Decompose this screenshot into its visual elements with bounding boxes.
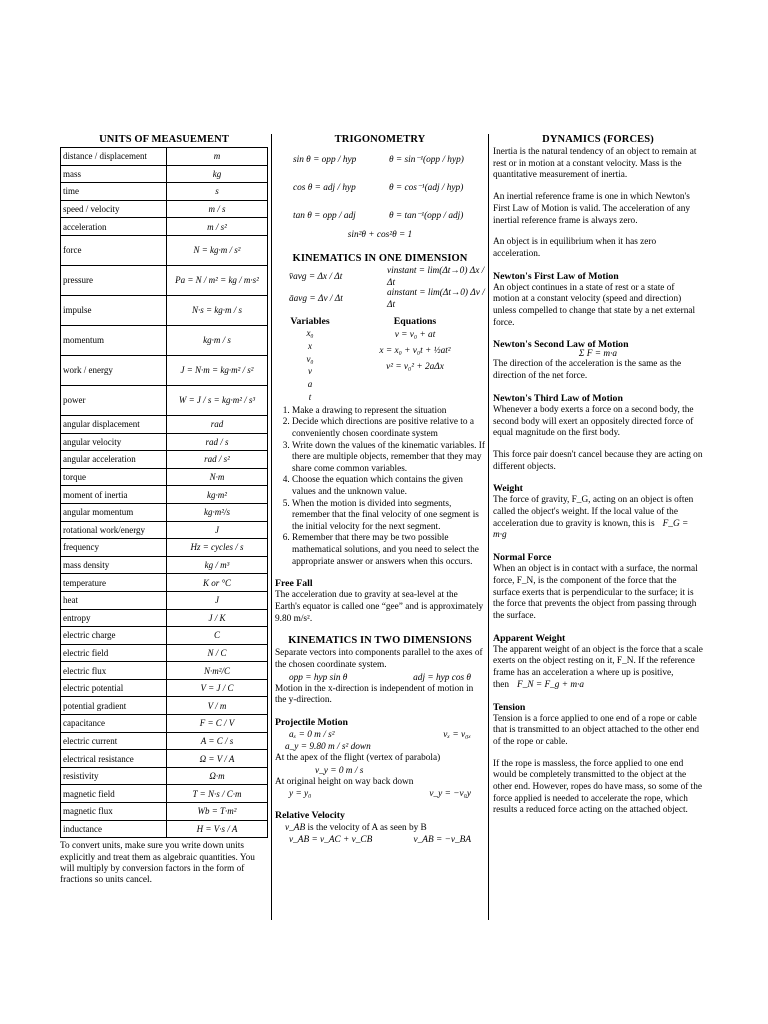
- vars-heading: Variables: [290, 316, 330, 327]
- problem-step: 4. Choose the equation which contains the given values and the unknown value.: [292, 475, 485, 498]
- unit-cell: kg / m³: [167, 556, 268, 574]
- quantity-cell: time: [61, 183, 167, 201]
- component-eqs: [275, 672, 485, 684]
- kin2-text1: Separate vectors into components parallel to the axes of the chosen coordinate system.: [275, 648, 483, 670]
- unit-cell: J / K: [167, 609, 268, 627]
- rel-eq1: v_AB = v_AC + v_CB: [289, 835, 373, 846]
- problem-step: 6. Remember that there may be two possible mathematical solutions, and you need to select the appropriate answer or answers when this occurs.: [292, 533, 485, 568]
- kin-variable: t: [308, 391, 312, 402]
- dyn-intro: Inertia is the natural tendency of an object to remain at rest or in motion at a constant velocity. Mass is the quantitative measurement of inertia.: [493, 147, 697, 181]
- ay-eq: a_y = 9.80 m / s² down: [285, 742, 371, 753]
- kin-eq: ainstant = lim(Δt→0) Δv / Δt: [387, 288, 485, 310]
- dynamics-column: [493, 134, 703, 827]
- units-row: [61, 148, 268, 166]
- units-row: [61, 539, 268, 557]
- units-row: [61, 644, 268, 662]
- problem-step: 2. Decide which directions are positive relative to a conveniently chosen coordinate system: [292, 417, 485, 440]
- adj-eq: adj = hyp cos θ: [413, 672, 471, 683]
- quantity-cell: impulse: [61, 295, 167, 325]
- normal-text: When an object is in contact with a surface, the normal force, F_N, is the component of the force that the surface exerts that is perpendicular to the surface; it is the force that prevents the object from passing through the surface.: [493, 564, 698, 621]
- unit-cell: F = C / V: [167, 715, 268, 733]
- trig-identity: sin²θ + cos²θ = 1: [347, 230, 413, 240]
- kin2-title: KINEMATICS IN TWO DIMENSIONS: [288, 635, 472, 647]
- units-row: [61, 697, 268, 715]
- quantity-cell: angular velocity: [61, 433, 167, 451]
- kin-variable: x: [308, 340, 312, 351]
- units-row: [61, 574, 268, 592]
- units-row: [61, 591, 268, 609]
- unit-cell: J: [167, 521, 268, 539]
- quantity-cell: force: [61, 235, 167, 265]
- n2-eq: Σ F = m·a: [578, 349, 618, 360]
- units-row: [61, 679, 268, 697]
- units-row: [61, 235, 268, 265]
- kin-eq: vinstant = lim(Δt→0) Δx / Δt: [387, 266, 485, 288]
- vab-symbol: v_AB: [285, 823, 306, 834]
- kin-variable: v: [308, 366, 312, 377]
- orig-text: At original height on way back down: [275, 776, 414, 787]
- kin1-definitions: [275, 266, 485, 310]
- return-eqs: [275, 788, 485, 800]
- units-row: [61, 295, 268, 325]
- n3b-text: This force pair doesn't cancel because they are acting on different objects.: [493, 449, 703, 472]
- kin-variable: v₀: [306, 353, 314, 364]
- kin1-vars-equations: [275, 316, 485, 404]
- quantity-cell: acceleration: [61, 218, 167, 236]
- trig-title: TRIGONOMETRY: [334, 134, 426, 145]
- motion-eq: v = v₀ + at: [394, 330, 436, 340]
- ax-eq: aₓ = 0 m / s²: [289, 730, 335, 741]
- vx-eq: vₓ = v₀ₓ: [443, 730, 471, 741]
- quantity-cell: electrical resistance: [61, 750, 167, 768]
- n3-title: Newton's Third Law of Motion: [493, 392, 623, 404]
- quantity-cell: electric potential: [61, 679, 167, 697]
- units-row: [61, 803, 268, 821]
- quantity-cell: speed / velocity: [61, 200, 167, 218]
- units-row: [61, 415, 268, 433]
- quantity-cell: electric field: [61, 644, 167, 662]
- unit-cell: kg·m²/s: [167, 503, 268, 521]
- unit-cell: kg: [167, 165, 268, 183]
- kin-eq: v̄avg = Δx / Δt: [289, 272, 343, 282]
- units-row: [61, 385, 268, 415]
- quantity-cell: potential gradient: [61, 697, 167, 715]
- dyn-equil: An object is in equilibrium when it has zero acceleration.: [493, 237, 657, 259]
- quantity-cell: pressure: [61, 265, 167, 295]
- trig-equations: [275, 147, 485, 229]
- quantity-cell: magnetic field: [61, 785, 167, 803]
- rel-eq2: v_AB = −v_BA: [413, 835, 471, 846]
- projectile-x: [275, 729, 485, 741]
- trig-eq: θ = cos⁻¹(adj / hyp): [389, 183, 464, 193]
- motion-eq: x = x₀ + v₀t + ½at²: [379, 346, 451, 356]
- kin-variable: a: [307, 379, 313, 390]
- units-row: [61, 355, 268, 385]
- problem-step: 1. Make a drawing to represent the situation: [292, 406, 485, 418]
- quantity-cell: mass density: [61, 556, 167, 574]
- unit-cell: N·m: [167, 468, 268, 486]
- n3-text: Whenever a body exerts a force on a second body, the second body will exert an oppositely directed force of equal magnitude on the first body.: [493, 404, 694, 439]
- units-row: [61, 325, 268, 355]
- unit-cell: Ω = V / A: [167, 750, 268, 768]
- y-eq: y = y₀: [289, 789, 312, 800]
- unit-cell: N·m²/C: [167, 662, 268, 680]
- units-row: [61, 433, 268, 451]
- units-table: [60, 147, 268, 838]
- unit-cell: m / s²: [167, 218, 268, 236]
- units-row: [61, 265, 268, 295]
- tension-title: Tension: [493, 701, 526, 713]
- relative-title: Relative Velocity: [275, 810, 345, 822]
- apparent-title: Apparent Weight: [493, 632, 566, 644]
- units-row: [61, 715, 268, 733]
- quantity-cell: inductance: [61, 820, 167, 838]
- unit-cell: N·s = kg·m / s: [167, 295, 268, 325]
- unit-cell: s: [167, 183, 268, 201]
- freefall-title: Free Fall: [275, 578, 313, 590]
- units-row: [61, 662, 268, 680]
- unit-cell: kg·m²: [167, 486, 268, 504]
- units-row: [61, 732, 268, 750]
- unit-cell: J = N·m = kg·m² / s²: [167, 355, 268, 385]
- weight-eq: F_G = m·g: [493, 518, 689, 541]
- n2-text: The direction of the acceleration is the same as the direction of the net force.: [493, 359, 682, 382]
- problem-steps: [275, 406, 485, 568]
- unit-cell: N = kg·m / s²: [167, 235, 268, 265]
- vab-def: [275, 822, 485, 834]
- quantity-cell: moment of inertia: [61, 486, 167, 504]
- problem-step: 5. When the motion is divided into segments, remember that the final velocity of one segment is the initial velocity for the next segment.: [292, 499, 485, 534]
- quantity-cell: electric charge: [61, 627, 167, 645]
- units-title: UNITS OF MEASUEMENT: [99, 134, 229, 145]
- unit-cell: N / C: [167, 644, 268, 662]
- units-row: [61, 556, 268, 574]
- unit-cell: Ω·m: [167, 767, 268, 785]
- dyn-frame: An inertial reference frame is one in which Newton's First Law of Motion is valid. The acceleration of any inertial reference frame is always zero.: [493, 192, 691, 226]
- apparent-para: [493, 645, 703, 692]
- unit-cell: rad: [167, 415, 268, 433]
- quantity-cell: entropy: [61, 609, 167, 627]
- problem-step: 3. Write down the values of the kinematic variables. If there are multiple objects, remember that they may share come common variables.: [292, 441, 485, 476]
- equations-heading: Equations: [393, 316, 437, 327]
- quantity-cell: power: [61, 385, 167, 415]
- n2-title: Newton's Second Law of Motion: [493, 339, 629, 351]
- unit-cell: H = V·s / A: [167, 820, 268, 838]
- quantity-cell: heat: [61, 591, 167, 609]
- units-row: [61, 200, 268, 218]
- trig-eq: cos θ = adj / hyp: [293, 183, 356, 193]
- quantity-cell: frequency: [61, 539, 167, 557]
- unit-cell: V = J / C: [167, 679, 268, 697]
- kin2-text2: Motion in the x-direction is independent of motion in the y-direction.: [275, 683, 474, 706]
- unit-cell: J: [167, 591, 268, 609]
- quantity-cell: work / energy: [61, 355, 167, 385]
- trig-eq: tan θ = opp / adj: [293, 211, 356, 221]
- unit-cell: V / m: [167, 697, 268, 715]
- unit-cell: T = N·s / C·m: [167, 785, 268, 803]
- quantity-cell: angular momentum: [61, 503, 167, 521]
- unit-cell: m: [167, 148, 268, 166]
- unit-cell: Hz = cycles / s: [167, 539, 268, 557]
- trig-eq: sin θ = opp / hyp: [293, 155, 357, 165]
- units-row: [61, 183, 268, 201]
- projectile-title: Projectile Motion: [275, 717, 348, 729]
- unit-cell: A = C / s: [167, 732, 268, 750]
- units-row: [61, 218, 268, 236]
- quantity-cell: torque: [61, 468, 167, 486]
- units-row: [61, 767, 268, 785]
- quantity-cell: mass: [61, 165, 167, 183]
- units-row: [61, 609, 268, 627]
- unit-cell: C: [167, 627, 268, 645]
- units-column: [60, 134, 268, 887]
- units-row: [61, 503, 268, 521]
- vab-text: is the velocity of A as seen by B: [307, 823, 427, 834]
- trig-eq: θ = tan⁻¹(opp / adj): [389, 211, 464, 221]
- apparent-text: The apparent weight of an object is the force that a scale exerts on the object resting on it, F_N. If the reference frame has an acceleration a where up is positive, then: [493, 644, 703, 690]
- quantity-cell: electric current: [61, 732, 167, 750]
- motion-equations: [345, 327, 485, 375]
- quantity-cell: resistivity: [61, 767, 167, 785]
- column-divider: [271, 134, 272, 920]
- kinematics-column: [275, 134, 485, 846]
- unit-cell: Pa = N / m² = kg / m·s²: [167, 265, 268, 295]
- unit-cell: m / s: [167, 200, 268, 218]
- kin1-title: KINEMATICS IN ONE DIMENSION: [292, 253, 468, 264]
- relative-eqs: [275, 834, 485, 846]
- units-row: [61, 750, 268, 768]
- normal-title: Normal Force: [493, 552, 552, 564]
- quantity-cell: electric flux: [61, 662, 167, 680]
- unit-cell: W = J / s = kg·m² / s³: [167, 385, 268, 415]
- weight-text: The force of gravity, F_G, acting on an object is often called the object's weight. If the local value of the acceleration due to gravity is known, this is: [493, 495, 694, 529]
- freefall-text: The acceleration due to gravity at sea-level at the Earth's equator is called one “gee” and is approximately 9.80 m/s².: [275, 590, 484, 624]
- dyn-title: DYNAMICS (FORCES): [542, 134, 654, 145]
- vars-list: [275, 327, 345, 404]
- quantity-cell: magnetic flux: [61, 803, 167, 821]
- n1-text: An object continues in a state of rest or a state of motion at a constant velocity (speed and direction) unless compelled to change that state by a net external force.: [493, 282, 696, 328]
- tension-text2: If the rope is massless, the force applied to one end would be completely transmitted to the object at the other end. However, ropes do have mass, so some of the force applied is needed to accelerate the rope, which results a reduced force acting on the attached object.: [493, 758, 703, 816]
- n1-title: Newton's First Law of Motion: [493, 270, 619, 282]
- quantity-cell: momentum: [61, 325, 167, 355]
- unit-cell: K or °C: [167, 574, 268, 592]
- units-row: [61, 486, 268, 504]
- quantity-cell: temperature: [61, 574, 167, 592]
- quantity-cell: capacitance: [61, 715, 167, 733]
- motion-eq: v² = v₀² + 2aΔx: [386, 362, 444, 372]
- quantity-cell: distance / displacement: [61, 148, 167, 166]
- kin-eq: āavg = Δv / Δt: [289, 294, 343, 304]
- units-row: [61, 451, 268, 469]
- trig-eq: θ = sin⁻¹(opp / hyp): [389, 155, 464, 165]
- unit-cell: rad / s: [167, 433, 268, 451]
- vy-eq: v_y = −v₀y: [429, 789, 471, 800]
- units-row: [61, 785, 268, 803]
- unit-cell: rad / s²: [167, 451, 268, 469]
- weight-title: Weight: [493, 483, 523, 495]
- quantity-cell: angular acceleration: [61, 451, 167, 469]
- units-row: [61, 165, 268, 183]
- quantity-cell: angular displacement: [61, 415, 167, 433]
- apparent-eq: F_N = F_g + m·a: [517, 679, 585, 690]
- kin-variable: x₀: [306, 328, 314, 338]
- units-row: [61, 627, 268, 645]
- quantity-cell: rotational work/energy: [61, 521, 167, 539]
- weight-para: [493, 495, 703, 542]
- column-divider: [488, 134, 489, 920]
- units-row: [61, 468, 268, 486]
- tension-text: Tension is a force applied to one end of a rope or cable that is transmitted to an object attached to the other end of the rope or cable.: [493, 713, 700, 747]
- opp-eq: opp = hyp sin θ: [289, 672, 348, 683]
- units-row: [61, 820, 268, 838]
- unit-cell: kg·m / s: [167, 325, 268, 355]
- units-row: [61, 521, 268, 539]
- apex-text: At the apex of the flight (vertex of parabola): [275, 753, 441, 764]
- vy0-eq: v_y = 0 m / s: [315, 765, 364, 776]
- units-note: To convert units, make sure you write down units explicitly and treat them as algebraic quantities. You will multiply by conversion factors in the form of fractions so units cancel.: [60, 841, 255, 886]
- unit-cell: Wb = T·m²: [167, 803, 268, 821]
